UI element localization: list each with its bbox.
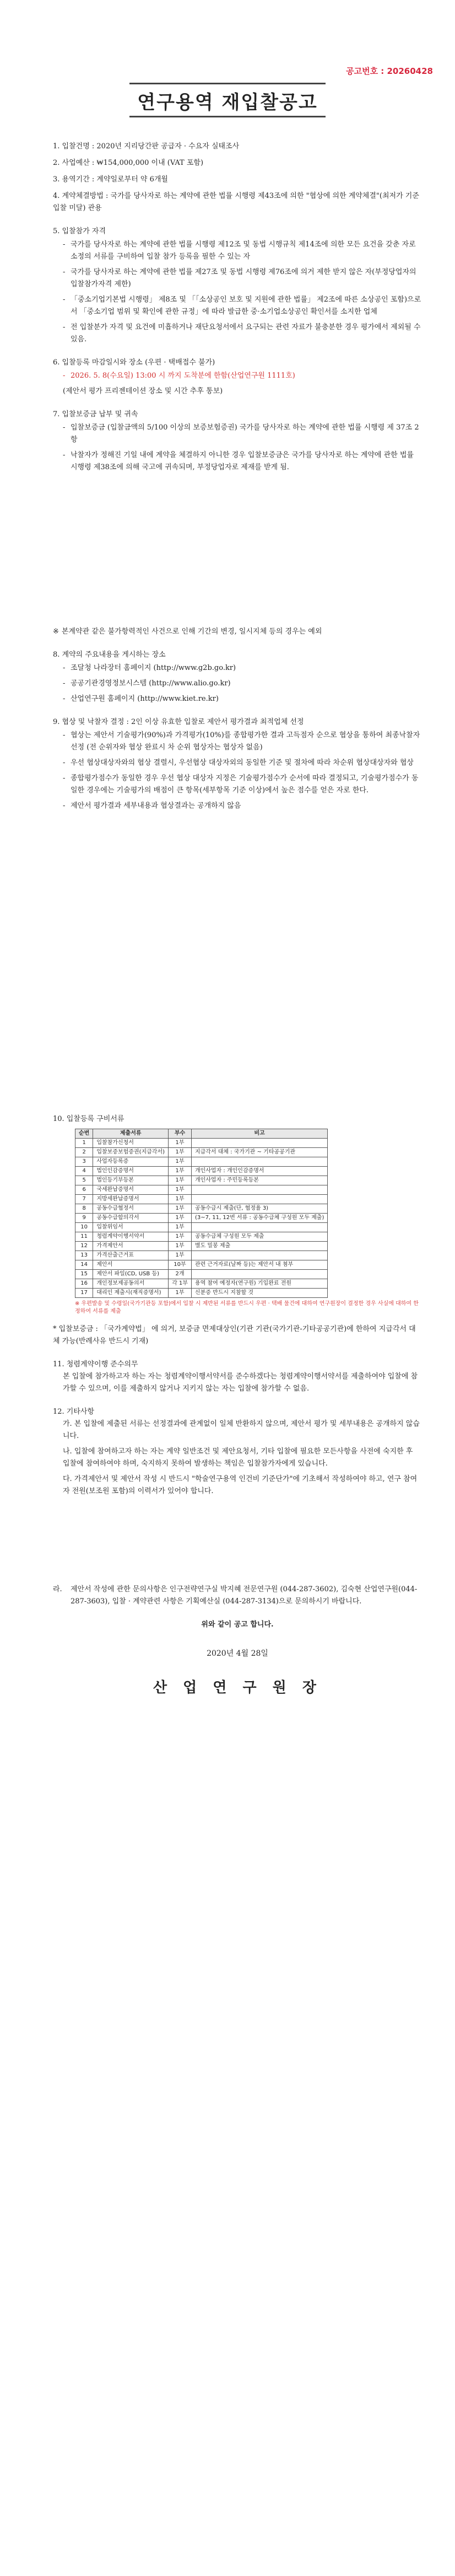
- table-row: [75, 1139, 328, 1148]
- title-bottom-rule: [129, 116, 326, 117]
- table-cell: 법인인감증명서: [93, 1167, 169, 1176]
- section-1: 1. 입찰건명 : 2020년 지리당간판 공급자 · 수요자 실태조사: [53, 142, 240, 151]
- section-11-text: 본 입찰에 참가하고자 하는 자는 청렴계약이행서약서를 준수하겠다는 청렴계약이행서약서를 제출하여야 입찰에 참가할 수 있으며, 이를 제출하지 않거나 지키지 않는 자는 입찰에 참가할 수 없음.: [63, 1372, 418, 1393]
- table-cell: 지급각서 대체 : 국가기관 ~ 기타공공기관: [191, 1148, 327, 1157]
- force-majeure-note: ※ 본계약관 같은 불가항력적인 사건으로 인해 기간의 변경, 일시지체 등의 경우는 예외: [53, 626, 422, 638]
- section-5-title: 5. 입찰참가 자격: [53, 227, 106, 235]
- table-cell: 1부: [169, 1185, 192, 1195]
- table-header: 제출서류: [93, 1129, 169, 1139]
- table-cell: 12: [75, 1242, 93, 1251]
- table-row: [75, 1185, 328, 1195]
- table-cell: 1부: [169, 1251, 192, 1260]
- section-12-title: 12. 기타사항: [53, 1408, 95, 1416]
- link-g2b[interactable]: - 조달청 나라장터 홈페이지 (http://www.g2b.go.kr): [63, 662, 422, 674]
- table-row: [75, 1289, 328, 1298]
- table-cell: 가격산출근거표: [93, 1251, 169, 1260]
- table-cell: 11: [75, 1232, 93, 1242]
- table-row: [75, 1176, 328, 1185]
- table-cell: 13: [75, 1251, 93, 1260]
- table-row: [75, 1251, 328, 1260]
- table-cell: 개인사업자 : 개인인감증명서: [191, 1167, 327, 1176]
- table-header-row: [75, 1129, 328, 1139]
- table-cell: 공동수급체 구성원 모두 제출: [191, 1232, 327, 1242]
- section-12-item: 다. 가격제안서 및 제안서 작성 시 반드시 "학술연구용역 인건비 기준단가"에 기초해서 작성하여야 하고, 연구 참여자 전원(보조원 포함)의 이력서가 있어야 합니다.: [63, 1475, 418, 1495]
- section-7-item: - 낙찰자가 정해진 기일 내에 계약을 체결하지 아니한 경우 입찰보증금은 국가를 당사자로 하는 계약에 관한 법률 시행령 제38조에 의해 국고에 귀속되며, 부정당업자로 제재를 받게 됨.: [63, 449, 422, 474]
- section-5-item: - 국가를 당사자로 하는 계약에 관한 법률 제27조 및 동법 시행령 제76조에 의거 제한 받지 않은 자(부정당업자의 입찰참가자격 제한): [63, 266, 422, 291]
- section-8: [53, 649, 422, 705]
- documents-table: [75, 1129, 328, 1298]
- table-header: 부수: [169, 1129, 192, 1139]
- section-6-title: 6. 입찰등록 마감일시와 장소 (우편 · 택배접수 불가): [53, 358, 215, 367]
- table-row: [75, 1232, 328, 1242]
- table-cell: 14: [75, 1260, 93, 1270]
- table-cell: 별도 밀봉 제출: [191, 1242, 327, 1251]
- table-cell: 국세완납증명서: [93, 1185, 169, 1195]
- table-row: [75, 1242, 328, 1251]
- table-cell: 1부: [169, 1223, 192, 1232]
- table-cell: 입찰보증보험증권(지급각서): [93, 1148, 169, 1157]
- table-cell: 입찰위임서: [93, 1223, 169, 1232]
- table-cell: [191, 1251, 327, 1260]
- section-3: 3. 용역기간 : 계약일로부터 약 6개월: [53, 175, 168, 184]
- table-cell: 1부: [169, 1289, 192, 1298]
- table-row: [75, 1167, 328, 1176]
- table-cell: [191, 1139, 327, 1148]
- table-cell: 1부: [169, 1242, 192, 1251]
- table-row: [75, 1214, 328, 1223]
- table-row: [75, 1204, 328, 1214]
- table-cell: 10: [75, 1223, 93, 1232]
- deposit-note: * 입찰보증금 : 「국가계약법」 에 의거, 보증금 면제대상인(기관 기관(국가기관-기타공공기관)에 한하여 지급각서 대체 가능(반례사유 반드시 기재): [53, 1325, 416, 1345]
- table-row: [75, 1195, 328, 1204]
- section-9-item: - 우선 협상대상자와의 협상 결렬시, 우선협상 대상자외의 동일한 기준 및 절차에 따라 차순위 협상대상자와 협상: [63, 757, 422, 769]
- table-row: [75, 1157, 328, 1167]
- notice-number: 공고번호 : 20260428: [346, 66, 433, 76]
- table-cell: 사업자등록증: [93, 1157, 169, 1167]
- notice-date: 2020년 4월 28일: [207, 1649, 268, 1658]
- table-cell: 1부: [169, 1214, 192, 1223]
- table-cell: 2: [75, 1148, 93, 1157]
- table-cell: 6: [75, 1185, 93, 1195]
- section-10: [53, 1113, 422, 1348]
- issuer-name: 산 업 연 구 원 장: [153, 1679, 322, 1696]
- table-cell: 공동수급협정서: [93, 1204, 169, 1214]
- section-12: [53, 1406, 422, 1498]
- table-cell: 1부: [169, 1148, 192, 1157]
- table-cell: 지방세완납증명서: [93, 1195, 169, 1204]
- table-cell: 8: [75, 1204, 93, 1214]
- section-4: 4. 계약체결방법 : 국가를 당사자로 하는 계약에 관한 법률 시행령 제43조에 의한 "협상에 의한 계약체결"(최저가 기준 입찰 미달) 관용: [53, 192, 419, 212]
- section-7: [53, 409, 422, 474]
- table-row: [75, 1279, 328, 1289]
- table-cell: 1부: [169, 1176, 192, 1185]
- table-cell: 용역 참여 예정자(연구원) 기입완료 전원: [191, 1279, 327, 1289]
- table-cell: 공동수급시 제출(단, 협정율 3): [191, 1204, 327, 1214]
- table-cell: 17: [75, 1289, 93, 1298]
- table-cell: 입찰참가신청서: [93, 1139, 169, 1148]
- table-row: [75, 1260, 328, 1270]
- table-row: [75, 1223, 328, 1232]
- table-header: 비고: [191, 1129, 327, 1139]
- section-5-item: - 「중소기업기본법 시행령」 제8조 및 「「소상공인 보호 및 지원에 관한 법률」 제2조에 따른 소상공인 포함)으로서 「중소기업 범위 및 확인에 관한 규정」에 따라 발급한 중·소기업소상공인 확인서를 소지한 업체: [63, 294, 422, 318]
- table-cell: 4: [75, 1167, 93, 1176]
- deadline-text: - 2026. 5. 8(수요일) 13:00 시 까지 도착분에 한함(산업연구원 1111호): [63, 370, 422, 382]
- section-5-item: - 국가를 당사자로 하는 계약에 관한 법률 시행령 제12조 및 동법 시행규칙 제14조에 의한 모든 요건을 갖춘 자로 소정의 서류를 구비하여 입찰 참가 등록을 필한 수 있는 자: [63, 239, 422, 263]
- table-cell: 1부: [169, 1204, 192, 1214]
- section-11: [53, 1359, 422, 1395]
- section-5-item: - 전 입찰분가 자격 및 요건에 미흡하거나 재단요청서에서 요구되는 관련 자료가 불충분한 경우 평가에서 제외될 수 있음.: [63, 321, 422, 346]
- table-cell: 2개: [169, 1270, 192, 1279]
- table-row: [75, 1148, 328, 1157]
- table-cell: 제안서 파일(CD, USB 등): [93, 1270, 169, 1279]
- table-row: [75, 1270, 328, 1279]
- table-cell: 법인등기부등본: [93, 1176, 169, 1185]
- link-kiet[interactable]: - 산업연구원 홈페이지 (http://www.kiet.re.kr): [63, 693, 422, 705]
- title-top-rule: [129, 83, 326, 84]
- section-10-title: 10. 입찰등록 구비서류: [53, 1115, 124, 1123]
- blank-gap: [53, 477, 422, 626]
- section-8-title: 8. 계약의 주요내용을 게시하는 장소: [53, 651, 166, 659]
- table-cell: 관련 근거자료(날짜 등)는 제안서 내 첨부: [191, 1260, 327, 1270]
- table-cell: 1부: [169, 1157, 192, 1167]
- section-7-title: 7. 입찰보증금 납부 및 귀속: [53, 410, 138, 418]
- section-2: 2. 사업예산 : ₩154,000,000 이내 (VAT 포함): [53, 159, 204, 167]
- table-cell: [191, 1157, 327, 1167]
- section-9-item: - 종합평가점수가 동일한 경우 우선 협상 대상자 지정은 기술평가점수가 순서에 따라 결정되고, 기술평가점수가 동일한 경우에는 기술평가의 배점이 큰 항목(세부항목 기준 이상)에서 높은 점수를 얻은 자로 한다.: [63, 772, 422, 797]
- documents-table-body: [75, 1139, 328, 1298]
- blank-gap: [53, 815, 422, 1102]
- blank-gap: [53, 1501, 422, 1584]
- contact-info: 라. 제안서 작성에 관한 문의사항은 인구전략연구실 박지혜 전문연구원 (044-287-3602), 김숙현 산업연구원(044-287-3603), 입찰 · 계약관련 사항은 기획예산실 (044-287-3134)으로 문의하시기 바랍니다.: [53, 1584, 422, 1608]
- table-cell: [191, 1195, 327, 1204]
- section-12-item: 나. 입찰에 참여하고자 하는 자는 계약 일반조건 및 제안요청서, 기타 입찰에 필요한 모든사항을 사전에 숙지한 후 입찰에 참여하여야 하며, 숙지하지 못하여 발생하는 책임은 입찰참가자에게 있습니다.: [63, 1447, 413, 1468]
- table-cell: 1부: [169, 1167, 192, 1176]
- section-12-item: 가. 본 입찰에 제출된 서류는 선정결과에 관계없이 일체 반환하지 않으며, 제안서 평가 및 세부내용은 공개하지 않습니다.: [63, 1420, 420, 1440]
- table-cell: 개인사업자 : 주민등록등본: [191, 1176, 327, 1185]
- table-cell: 대리인 제출시(재직증명서): [93, 1289, 169, 1298]
- table-cell: 1부: [169, 1195, 192, 1204]
- table-cell: 1부: [169, 1139, 192, 1148]
- notice-body: [53, 141, 422, 1694]
- table-cell: 1부: [169, 1232, 192, 1242]
- link-alio[interactable]: - 공공기관경영정보시스템 (http://www.alio.go.kr): [63, 678, 422, 690]
- table-cell: 15: [75, 1270, 93, 1279]
- table-cell: 7: [75, 1195, 93, 1204]
- table-cell: 16: [75, 1279, 93, 1289]
- section-9-item: - 협상는 제안서 기술평가(90%)과 가격평가(10%)를 종합평가한 결과 고득점자 순으로 협상을 통하여 최종낙찰자 선정 (전 순위자와 협상 완료시 차 순위 협상자는 협상자 없음): [63, 729, 422, 754]
- table-cell: 3: [75, 1157, 93, 1167]
- table-cell: 청렴계약이행서약서: [93, 1232, 169, 1242]
- section-6: [53, 357, 422, 398]
- table-cell: [191, 1270, 327, 1279]
- section-7-item: - 입찰보증금 (입찰금액의 5/100 이상의 보증보험증권) 국가를 당사자로 하는 계약에 관한 법률 시행령 제 37조 2항: [63, 422, 422, 446]
- section-5: [53, 226, 422, 346]
- table-header: 순번: [75, 1129, 93, 1139]
- presentation-note: (제안서 평가 프리젠테이션 장소 및 시간 추후 통보): [63, 387, 223, 395]
- table-cell: [191, 1223, 327, 1232]
- table-cell: [191, 1185, 327, 1195]
- table-cell: 개인정보제공동의서: [93, 1279, 169, 1289]
- section-11-title: 11. 청렴계약이행 준수의무: [53, 1360, 138, 1368]
- section-9-item: - 제안서 평가결과 세부내용과 협상결과는 공개하지 않음: [63, 800, 422, 812]
- table-cell: (3~7, 11, 12번 서류 : 공동수급체 구성원 모두 제출): [191, 1214, 327, 1223]
- table-cell: 각 1부: [169, 1279, 192, 1289]
- table-cell: 제안서: [93, 1260, 169, 1270]
- table-cell: 9: [75, 1214, 93, 1223]
- table-cell: 가격제안서: [93, 1242, 169, 1251]
- section-9-title: 9. 협상 및 낙찰자 결정 : 2인 이상 유효한 입찰로 제안서 평가결과 최적업체 선정: [53, 718, 304, 726]
- table-cell: 5: [75, 1176, 93, 1185]
- table-cell: 신분증 반드시 지참할 것: [191, 1289, 327, 1298]
- table-cell: 10부: [169, 1260, 192, 1270]
- closing-text: 위와 같이 공고 합니다.: [201, 1620, 274, 1629]
- section-9: [53, 716, 422, 812]
- table-cell: 1: [75, 1139, 93, 1148]
- documents-note: ※ 우편발송 및 수령일(국가기관등 포함)에서 입찰 시 제반된 서류를 반드시 우편 · 택배 물건에 대하여 연구원장이 결정한 경우 사실에 대하여 한 정하여 서류를 제출: [75, 1301, 419, 1314]
- table-cell: 공동수급합의각서: [93, 1214, 169, 1223]
- page-title: 연구용역 재입찰공고: [137, 92, 318, 114]
